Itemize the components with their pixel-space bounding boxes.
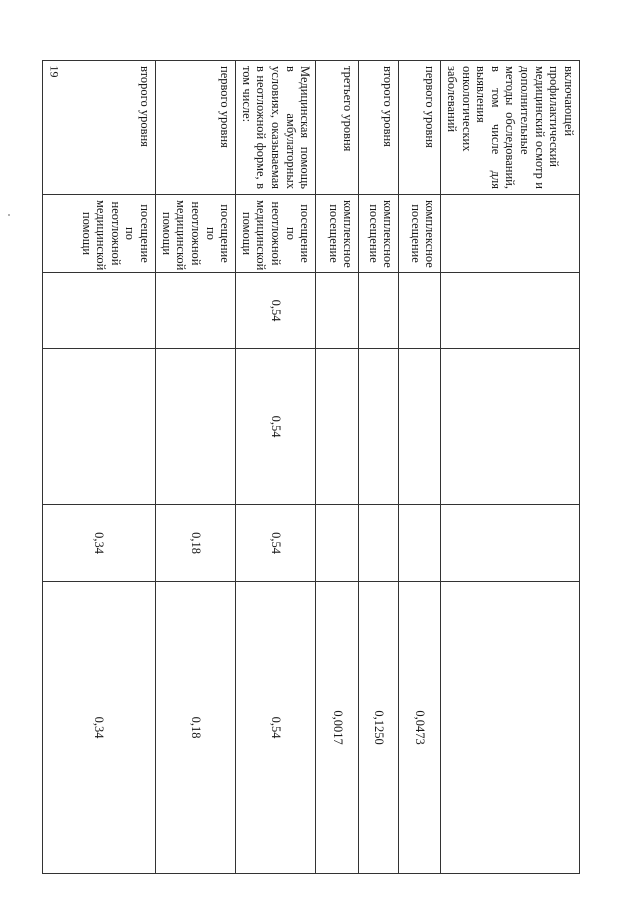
scan-speck (8, 214, 10, 216)
row-value (441, 349, 580, 505)
row-value: 0,0473 (399, 582, 441, 874)
row-value: 0,34 (43, 505, 156, 582)
row-value: 0,18 (156, 505, 236, 582)
row-value: 0,54 (236, 349, 316, 505)
row-value (359, 273, 399, 349)
row-name: третьего уровня (316, 61, 359, 195)
indicators-table (42, 60, 580, 874)
table-row (156, 61, 236, 874)
row-name: первого уровня (399, 61, 441, 195)
row-value (399, 349, 441, 505)
row-unit: посещение по неотложной медицинской помощи (43, 195, 156, 273)
rotated-table-wrapper (60, 60, 580, 873)
row-unit: комплексное посещение (399, 195, 441, 273)
page-number: 19 (47, 65, 62, 78)
row-value: 0,54 (236, 505, 316, 582)
row-value (156, 349, 236, 505)
row-value (316, 349, 359, 505)
row-value (316, 273, 359, 349)
row-value (359, 349, 399, 505)
table-row (236, 61, 316, 874)
row-name: второго уровня (359, 61, 399, 195)
row-value (399, 273, 441, 349)
row-value: 0,34 (43, 582, 156, 874)
row-value: 0,1250 (359, 582, 399, 874)
row-value (43, 273, 156, 349)
row-value (441, 273, 580, 349)
row-name: Медицинская помощь в амбулаторных условиях, оказываемая в неотложной форме, в том числе: (236, 61, 316, 195)
row-value (441, 505, 580, 582)
row-name: первого уровня (156, 61, 236, 195)
row-unit: комплексное посещение (316, 195, 359, 273)
row-value (156, 273, 236, 349)
row-value: 0,54 (236, 273, 316, 349)
row-value (43, 349, 156, 505)
row-value (316, 505, 359, 582)
row-unit: посещение по неотложной медицинской помощи (236, 195, 316, 273)
row-unit: комплексное посещение (359, 195, 399, 273)
row-value (399, 505, 441, 582)
table-row (441, 61, 580, 874)
table-row (399, 61, 441, 874)
row-value (359, 505, 399, 582)
row-unit: посещение по неотложной медицинской помощи (156, 195, 236, 273)
row-value: 0,54 (236, 582, 316, 874)
row-value: 0,0017 (316, 582, 359, 874)
row-unit (441, 195, 580, 273)
row-value: 0,18 (156, 582, 236, 874)
row-value (441, 582, 580, 874)
table-row (359, 61, 399, 874)
row-name: включающей профилактический медицинский осмотр и дополнительные методы обследований, в том числе для выявления онкологических заболеваний (441, 61, 580, 195)
table-row (316, 61, 359, 874)
table-row (43, 61, 156, 874)
row-name: второго уровня (43, 61, 156, 195)
